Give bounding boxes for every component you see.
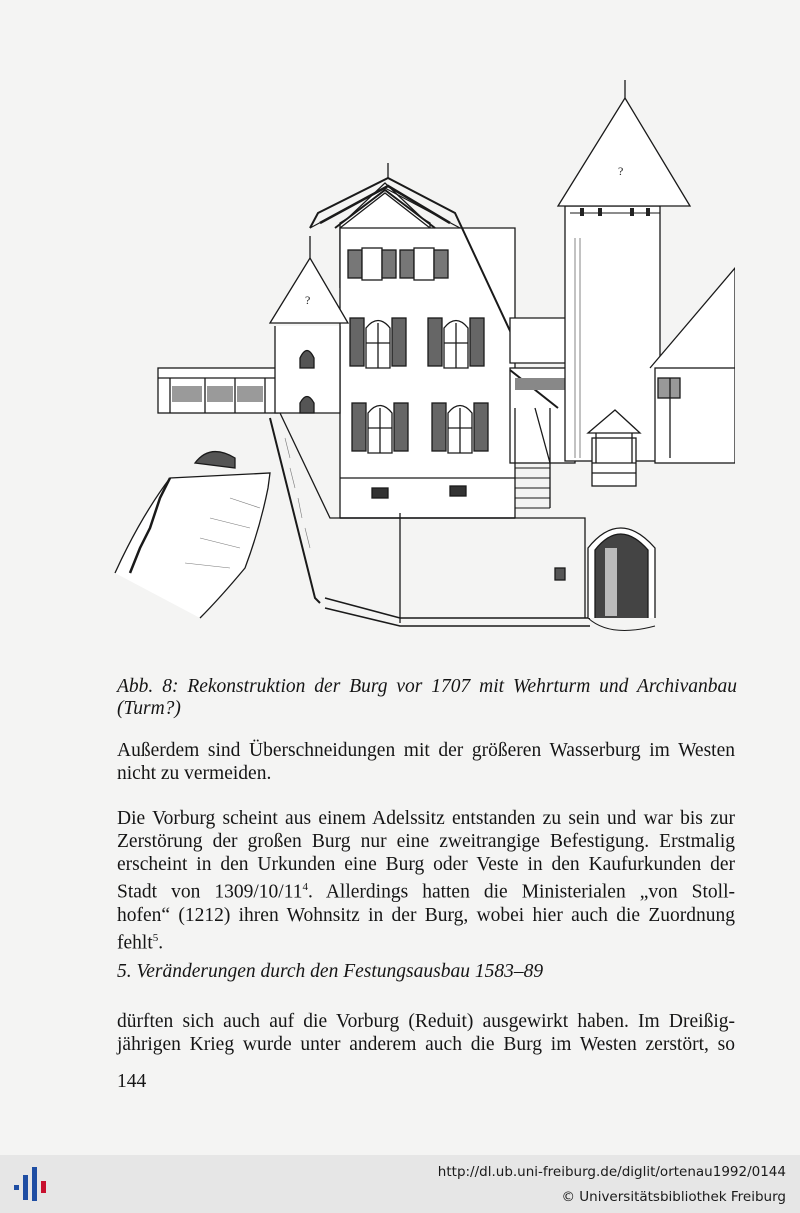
tower-question-mark: ? [618, 164, 624, 178]
text-fragment: fehlt [117, 932, 153, 953]
text-fragment: Stadt von 1309/10/11 [117, 881, 303, 903]
page-number: 144 [117, 1071, 147, 1092]
paragraph-3 [117, 1010, 735, 1056]
section-heading: 5. Veränderungen durch den Festungsausbau 1583–89 [117, 961, 544, 982]
text-line: Zerstörung der großen Burg nur eine zweitrangige Befestigung. Erstmalig [117, 831, 735, 852]
text-line: erscheint in den Urkunden eine Burg oder Veste in den Kaufurkunden der [117, 854, 735, 875]
text-line: Außerdem sind Überschneidungen mit der größeren Wasserburg im Westen [117, 740, 735, 761]
text-line [117, 927, 735, 955]
text-line: Die Vorburg scheint aus einem Adelssitz entstanden zu sein und war bis zur [117, 808, 735, 829]
text-line: jährigen Krieg wurde unter anderem auch die Burg im Westen zerstört, so [117, 1034, 735, 1055]
text-fragment: . [158, 932, 164, 953]
text-line [117, 876, 735, 904]
text-line: dürften sich auch auf die Vorburg (Reduit) ausgewirkt haben. Im Dreißig- [117, 1011, 735, 1032]
text-fragment: . Allerdings hatten die Ministerialen „von Stoll- [308, 881, 736, 903]
source-url-link[interactable]: http://dl.ub.uni-freiburg.de/diglit/ortenau1992/0144 [437, 1164, 786, 1180]
turret-question-mark: ? [305, 293, 311, 307]
copyright-text: © Universitätsbibliothek Freiburg [561, 1189, 786, 1205]
footnote-4[interactable]: 4 [302, 881, 309, 893]
university-library-logo-icon [12, 1163, 52, 1205]
paragraph-2 [117, 807, 735, 954]
text-line: hofen“ (1212) ihren Wohnsitz in der Burg, wobei hier auch die Zuordnung [117, 904, 735, 926]
figure-caption: Abb. 8: Rekonstruktion der Burg vor 1707 mit Wehrturm und Archivanbau (Turm?) [117, 676, 737, 719]
footer-bar [0, 1155, 800, 1213]
text-line: nicht zu vermeiden. [117, 763, 272, 784]
paragraph-1 [117, 739, 735, 785]
castle-illustration [110, 78, 735, 643]
footnote-5[interactable]: 5 [152, 931, 159, 944]
